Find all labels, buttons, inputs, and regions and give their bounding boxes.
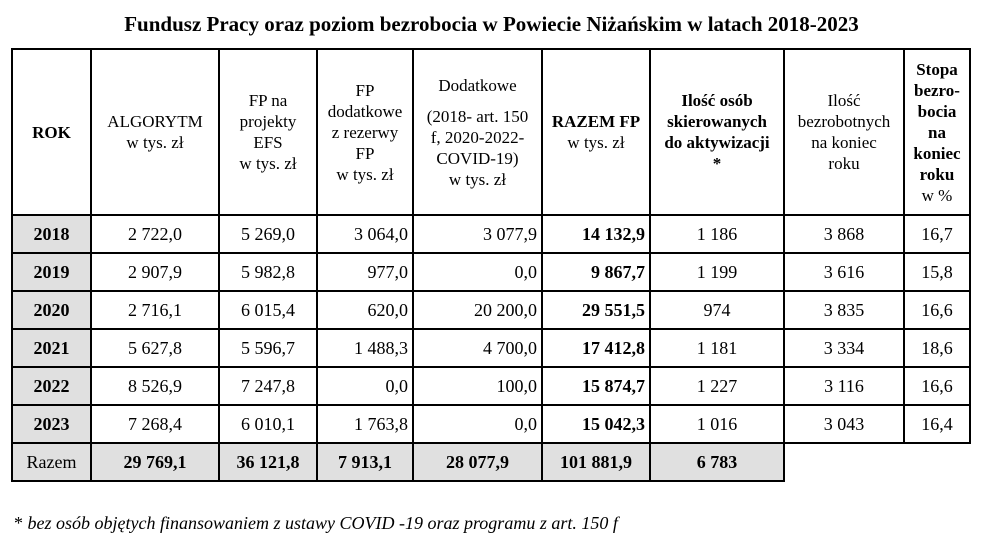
cell-algorytm: 2 722,0 [91, 215, 219, 253]
total-row [12, 443, 970, 481]
cell-dodatkowe: 20 200,0 [413, 291, 542, 329]
cell-efs: 6 010,1 [219, 405, 317, 443]
header-ilosc-osob: Ilość osób skierowanych do aktywizacji * [650, 49, 784, 215]
header-dodatkowe: Dodatkowe (2018- art. 150 f, 2020-2022- COVID-19) w tys. zł [413, 49, 542, 215]
cell-osoby: 1 227 [650, 367, 784, 405]
cell-rezerwa: 977,0 [317, 253, 413, 291]
header-fp-efs: FP na projekty EFS w tys. zł [219, 49, 317, 215]
cell-rok: 2018 [12, 215, 91, 253]
cell-rok: 2019 [12, 253, 91, 291]
cell-razem: 15 874,7 [542, 367, 650, 405]
total-label: Razem [12, 443, 91, 481]
cell-bezrobotni: 3 835 [784, 291, 904, 329]
cell-efs: 5 596,7 [219, 329, 317, 367]
fund-table [11, 48, 971, 482]
cell-osoby: 974 [650, 291, 784, 329]
cell-efs: 6 015,4 [219, 291, 317, 329]
cell-stopa: 16,7 [904, 215, 970, 253]
cell-razem: 29 551,5 [542, 291, 650, 329]
cell-rezerwa: 0,0 [317, 367, 413, 405]
total-empty-cell [904, 443, 970, 481]
cell-bezrobotni: 3 043 [784, 405, 904, 443]
cell-bezrobotni: 3 116 [784, 367, 904, 405]
table-row [12, 405, 970, 443]
cell-algorytm: 7 268,4 [91, 405, 219, 443]
total-razem: 101 881,9 [542, 443, 650, 481]
cell-algorytm: 2 907,9 [91, 253, 219, 291]
header-stopa-bezrobocia: Stopa bezro- bocia na koniec roku w % [904, 49, 970, 215]
cell-razem: 15 042,3 [542, 405, 650, 443]
header-algorytm: ALGORYTM w tys. zł [91, 49, 219, 215]
footnote [14, 511, 618, 535]
cell-bezrobotni: 3 868 [784, 215, 904, 253]
cell-osoby: 1 199 [650, 253, 784, 291]
cell-dodatkowe: 0,0 [413, 405, 542, 443]
cell-dodatkowe: 0,0 [413, 253, 542, 291]
cell-osoby: 1 181 [650, 329, 784, 367]
cell-rezerwa: 3 064,0 [317, 215, 413, 253]
total-empty-cell [784, 443, 904, 481]
cell-rezerwa: 1 763,8 [317, 405, 413, 443]
table-row [12, 253, 970, 291]
cell-rok: 2020 [12, 291, 91, 329]
header-fp-rezerwa: FP dodatkowe z rezerwy FP w tys. zł [317, 49, 413, 215]
table-row [12, 329, 970, 367]
header-ilosc-bezrobotnych: Ilość bezrobotnych na koniec roku [784, 49, 904, 215]
cell-osoby: 1 016 [650, 405, 784, 443]
cell-dodatkowe: 3 077,9 [413, 215, 542, 253]
total-algorytm: 29 769,1 [91, 443, 219, 481]
cell-bezrobotni: 3 334 [784, 329, 904, 367]
cell-stopa: 16,6 [904, 291, 970, 329]
cell-stopa: 15,8 [904, 253, 970, 291]
table-row [12, 367, 970, 405]
cell-algorytm: 2 716,1 [91, 291, 219, 329]
cell-stopa: 18,6 [904, 329, 970, 367]
total-rezerwa: 7 913,1 [317, 443, 413, 481]
cell-osoby: 1 186 [650, 215, 784, 253]
table-row [12, 291, 970, 329]
footnote-star: * [14, 513, 23, 533]
cell-rok: 2023 [12, 405, 91, 443]
cell-algorytm: 8 526,9 [91, 367, 219, 405]
cell-stopa: 16,4 [904, 405, 970, 443]
total-dodatkowe: 28 077,9 [413, 443, 542, 481]
cell-razem: 14 132,9 [542, 215, 650, 253]
cell-bezrobotni: 3 616 [784, 253, 904, 291]
cell-razem: 9 867,7 [542, 253, 650, 291]
cell-dodatkowe: 100,0 [413, 367, 542, 405]
footnote-text: bez osób objętych finansowaniem z ustawy COVID -19 oraz programu z art. 150 f [23, 513, 618, 533]
cell-efs: 5 269,0 [219, 215, 317, 253]
total-efs: 36 121,8 [219, 443, 317, 481]
cell-efs: 7 247,8 [219, 367, 317, 405]
table-row [12, 215, 970, 253]
cell-razem: 17 412,8 [542, 329, 650, 367]
cell-rezerwa: 620,0 [317, 291, 413, 329]
cell-efs: 5 982,8 [219, 253, 317, 291]
cell-rok: 2021 [12, 329, 91, 367]
cell-algorytm: 5 627,8 [91, 329, 219, 367]
page-title: Fundusz Pracy oraz poziom bezrobocia w Powiecie Niżańskim w latach 2018-2023 [124, 12, 859, 36]
total-osoby: 6 783 [650, 443, 784, 481]
header-rok: ROK [12, 49, 91, 215]
cell-rezerwa: 1 488,3 [317, 329, 413, 367]
header-razem-fp: RAZEM FP w tys. zł [542, 49, 650, 215]
cell-dodatkowe: 4 700,0 [413, 329, 542, 367]
cell-rok: 2022 [12, 367, 91, 405]
cell-stopa: 16,6 [904, 367, 970, 405]
